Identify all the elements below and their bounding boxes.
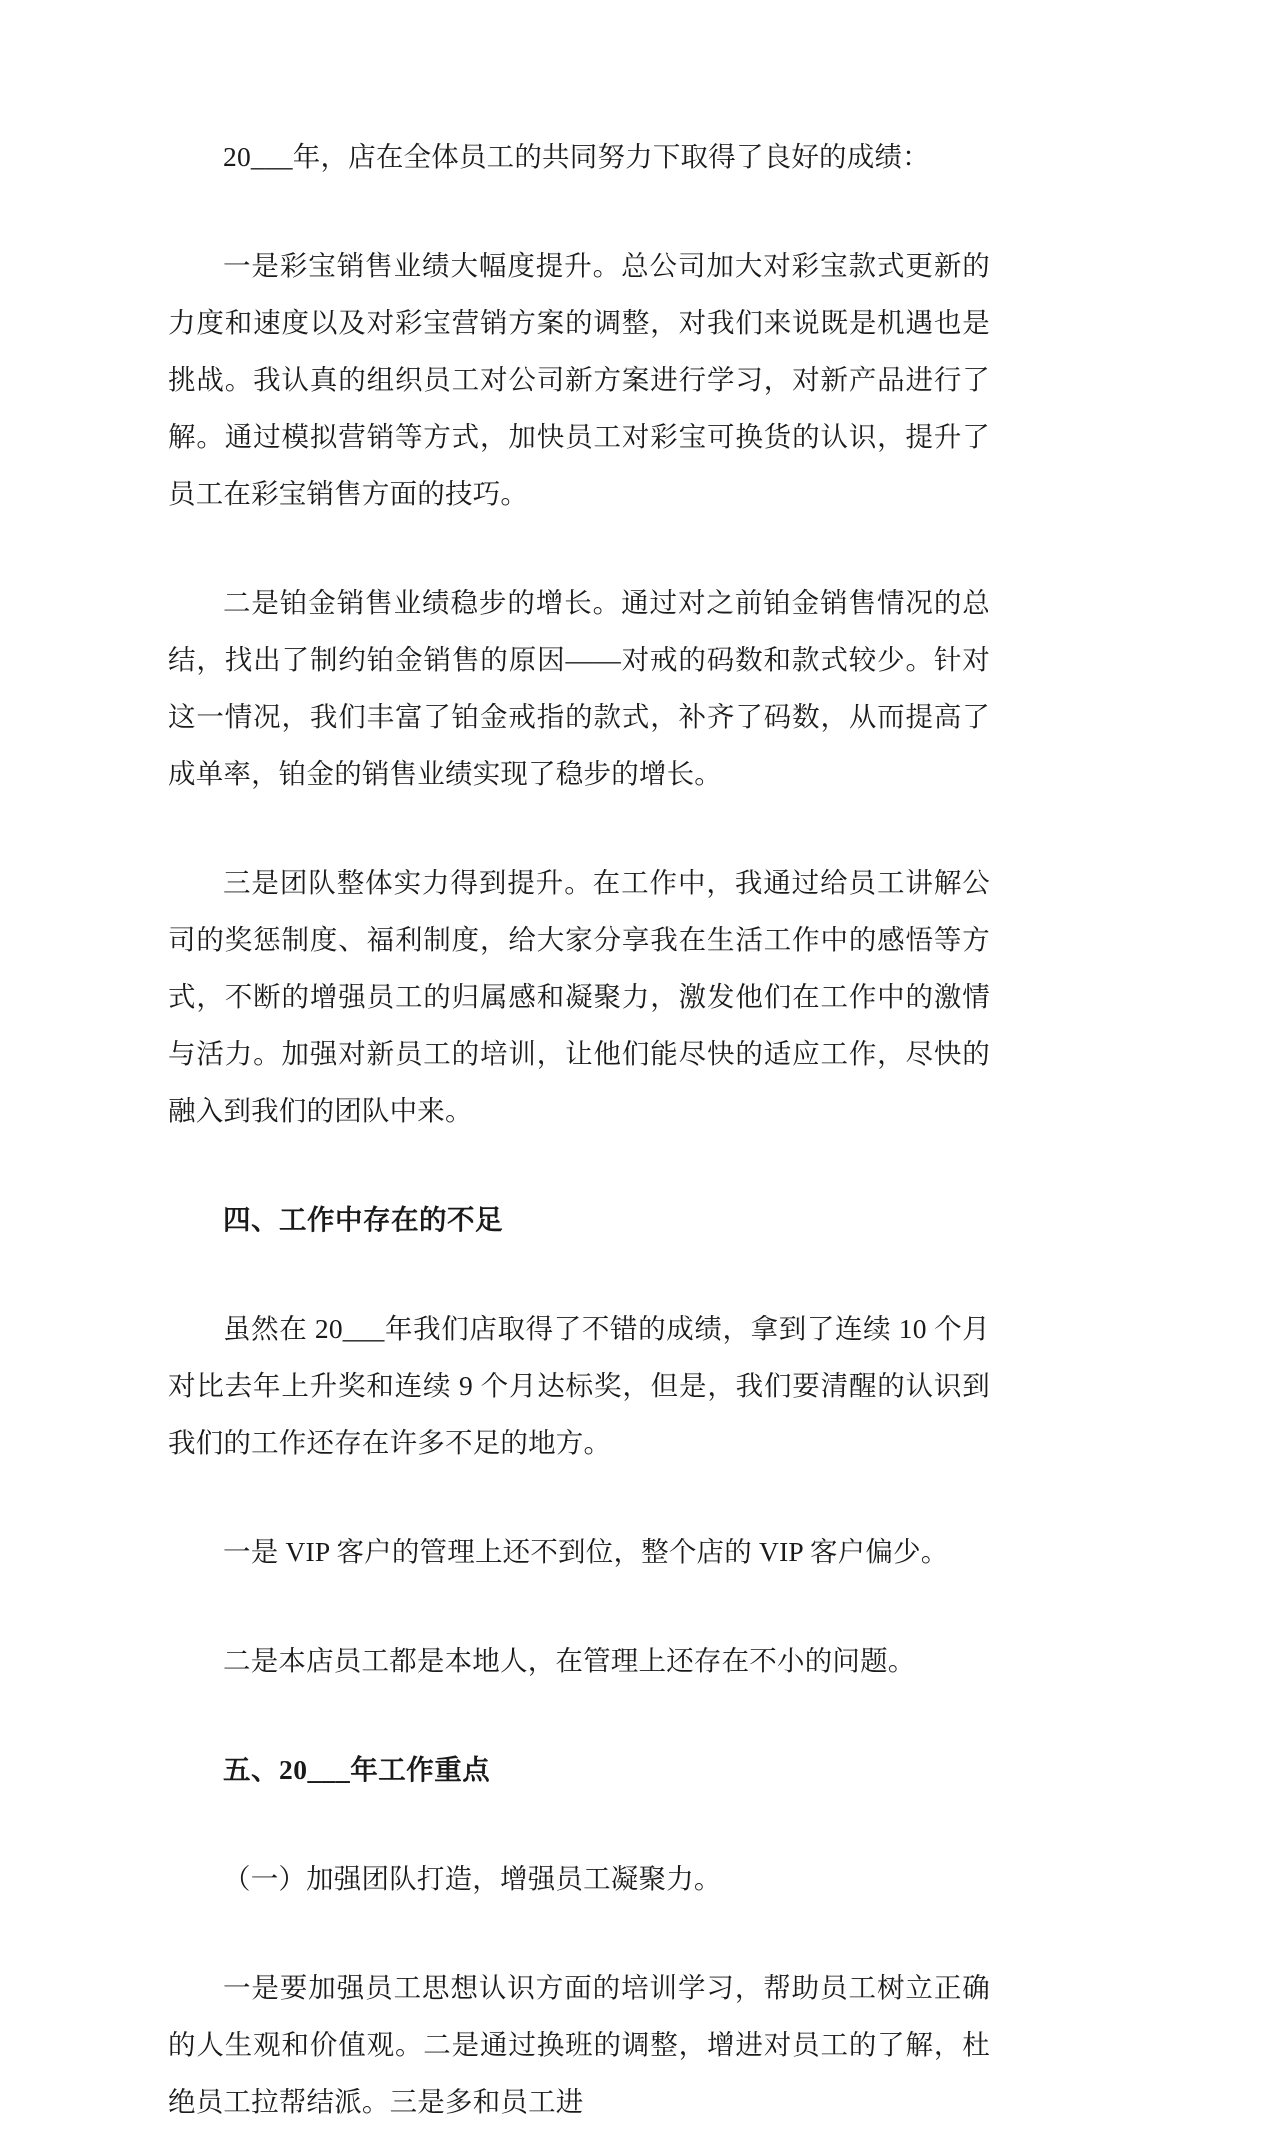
section-heading-four: 四、工作中存在的不足 xyxy=(223,1204,503,1235)
paragraph-shortcoming-one: 一是 VIP 客户的管理上还不到位，整个店的 VIP 客户偏少。 xyxy=(223,1536,949,1567)
paragraph-point-two: 二是铂金销售业绩稳步的增长。通过对之前铂金销售情况的总结，找出了制约铂金销售的原因——对戒的码数和款式较少。针对这一情况，我们丰富了铂金戒指的款式，补齐了码数，从而提高了成单率，铂金的销售业绩实现了稳步的增长。 xyxy=(168,587,990,789)
paragraph-shortcoming-two: 二是本店员工都是本地人，在管理上还存在不小的问题。 xyxy=(223,1645,916,1676)
document-body xyxy=(168,128,990,2130)
paragraph-focus-one-title: （一）加强团队打造，增强员工凝聚力。 xyxy=(223,1863,722,1894)
section-heading-five: 五、20___年工作重点 xyxy=(223,1754,491,1785)
paragraph-point-one: 一是彩宝销售业绩大幅度提升。总公司加大对彩宝款式更新的力度和速度以及对彩宝营销方案的调整，对我们来说既是机遇也是挑战。我认真的组织员工对公司新方案进行学习，对新产品进行了解。通过模拟营销等方式，加快员工对彩宝可换货的认识，提升了员工在彩宝销售方面的技巧。 xyxy=(168,250,990,509)
paragraph-intro: 20___年，店在全体员工的共同努力下取得了良好的成绩： xyxy=(223,141,930,172)
paragraph-shortcomings-intro: 虽然在 20___年我们店取得了不错的成绩，拿到了连续 10 个月对比去年上升奖和连续 9 个月达标奖，但是，我们要清醒的认识到我们的工作还存在许多不足的地方。 xyxy=(168,1313,990,1458)
paragraph-point-three: 三是团队整体实力得到提升。在工作中，我通过给员工讲解公司的奖惩制度、福利制度，给大家分享我在生活工作中的感悟等方式，不断的增强员工的归属感和凝聚力，激发他们在工作中的激情与活力。加强对新员工的培训，让他们能尽快的适应工作，尽快的融入到我们的团队中来。 xyxy=(168,867,990,1126)
paragraph-focus-one-body: 一是要加强员工思想认识方面的培训学习，帮助员工树立正确的人生观和价值观。二是通过换班的调整，增进对员工的了解，杜绝员工拉帮结派。三是多和员工进 xyxy=(168,1972,990,2117)
